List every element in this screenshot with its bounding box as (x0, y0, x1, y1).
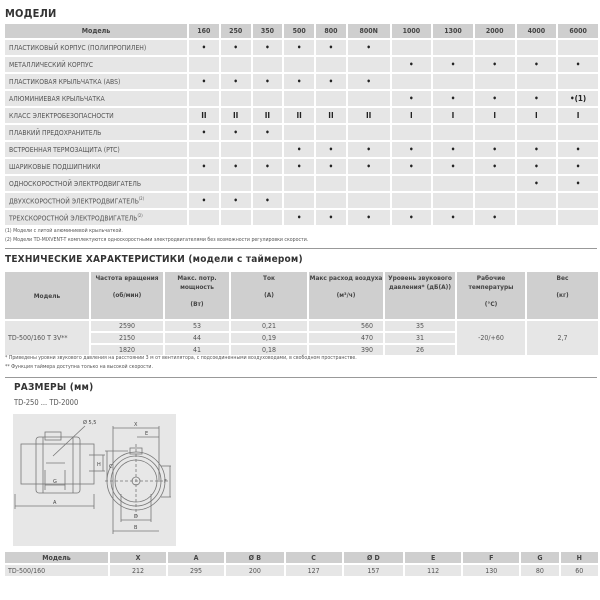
feature-mark (392, 125, 432, 140)
models-column-header: 500 (284, 24, 314, 38)
value-cell: 2150 (91, 333, 163, 343)
feature-mark: I (475, 108, 515, 123)
feature-mark: • (392, 57, 432, 72)
value-cell: 44 (165, 333, 229, 343)
feature-mark: • (189, 74, 219, 89)
dimensions-column-header: X (110, 552, 166, 563)
feature-mark: • (221, 74, 251, 89)
feature-mark: • (284, 40, 314, 55)
row-label (5, 108, 187, 123)
feature-mark (475, 74, 515, 89)
dimensions-column-header: E (405, 552, 461, 563)
dimensions-column-header: H (561, 552, 598, 563)
feature-mark: • (316, 74, 346, 89)
weight-cell: 2,7 (527, 321, 598, 355)
tech-column-header (527, 272, 598, 319)
dimension-value: 112 (405, 565, 461, 576)
feature-mark: • (284, 142, 314, 157)
feature-mark (284, 57, 314, 72)
header-name: Модель (33, 292, 61, 300)
feature-mark: • (253, 193, 283, 208)
tech-column-header (91, 272, 163, 319)
feature-mark (558, 210, 598, 225)
models-header-label: Модель (5, 24, 187, 38)
table-row (5, 210, 598, 225)
feature-mark: • (253, 125, 283, 140)
feature-mark: I (517, 108, 557, 123)
feature-mark (558, 74, 598, 89)
feature-mark: II (221, 108, 251, 123)
label-a: A (53, 500, 57, 506)
value-cell: 31 (385, 333, 455, 343)
feature-mark (316, 176, 346, 191)
feature-mark: • (558, 142, 598, 157)
dimension-value: 200 (226, 565, 284, 576)
feature-mark (348, 193, 390, 208)
feature-mark: • (475, 57, 515, 72)
feature-mark (558, 40, 598, 55)
value-cell: 0,21 (231, 321, 307, 331)
value-cell: 560 (309, 321, 383, 331)
row-label-text: ТРЕХСКОРОСТНОЙ ЭЛЕКТРОДВИГАТЕЛЬ (9, 214, 138, 223)
feature-mark (316, 57, 346, 72)
value-cell: 35 (385, 321, 455, 331)
feature-mark: • (475, 142, 515, 157)
feature-mark (284, 193, 314, 208)
dimensions-column-header: F (463, 552, 519, 563)
dimensions-column-header: Ø B (226, 552, 284, 563)
row-label (5, 159, 187, 174)
feature-mark: • (253, 74, 283, 89)
feature-mark (433, 125, 473, 140)
feature-mark (348, 91, 390, 106)
feature-mark: • (284, 74, 314, 89)
feature-mark: • (517, 91, 557, 106)
feature-mark (189, 91, 219, 106)
feature-mark: I (558, 108, 598, 123)
feature-mark: • (316, 159, 346, 174)
models-column-header: 350 (253, 24, 283, 38)
feature-mark (189, 176, 219, 191)
feature-mark: • (517, 57, 557, 72)
models-column-header: 2000 (475, 24, 515, 38)
feature-mark (475, 125, 515, 140)
feature-mark: • (189, 159, 219, 174)
feature-mark (284, 91, 314, 106)
feature-mark (253, 91, 283, 106)
dimension-value: TD-500/160 (5, 565, 108, 576)
feature-mark (433, 193, 473, 208)
models-title: МОДЕЛИ (5, 7, 57, 20)
table-row (5, 176, 598, 191)
row-label (5, 193, 187, 208)
row-label (5, 91, 187, 106)
feature-mark: • (253, 40, 283, 55)
feature-mark (348, 57, 390, 72)
tech-column-header (309, 272, 383, 319)
feature-mark: • (433, 210, 473, 225)
feature-mark (558, 125, 598, 140)
label-e: E (145, 431, 149, 437)
tech-column-header (385, 272, 455, 319)
label-h: H (97, 462, 101, 468)
label-b: B (134, 525, 138, 531)
feature-mark: • (392, 159, 432, 174)
feature-mark (316, 193, 346, 208)
feature-mark (475, 193, 515, 208)
feature-mark: • (433, 142, 473, 157)
label-x: X (134, 422, 138, 428)
tech-column-header (165, 272, 229, 319)
value-cell: 53 (165, 321, 229, 331)
feature-mark: • (316, 210, 346, 225)
value-cell: 2590 (91, 321, 163, 331)
feature-mark (221, 176, 251, 191)
models-column-header: 4000 (517, 24, 557, 38)
models-table (3, 22, 600, 227)
models-footnote-2: (2) Модели TD-MIXVENT-T комплектуются односкоростными электродвигателями без возможности регулировки скорости. (5, 237, 309, 243)
row-label (5, 40, 187, 55)
table-row (5, 142, 598, 157)
row-label (5, 57, 187, 72)
feature-mark: • (392, 91, 432, 106)
feature-mark (316, 91, 346, 106)
feature-mark: • (475, 159, 515, 174)
feature-mark: • (348, 142, 390, 157)
table-row (5, 193, 598, 208)
tech-column-header (5, 272, 89, 319)
table-row (5, 57, 598, 72)
models-column-header: 1000 (392, 24, 432, 38)
feature-mark: II (284, 108, 314, 123)
feature-mark (253, 57, 283, 72)
dimensions-table (3, 550, 600, 578)
feature-mark (392, 176, 432, 191)
feature-mark (284, 176, 314, 191)
feature-mark: • (284, 210, 314, 225)
row-label (5, 74, 187, 89)
feature-mark (284, 125, 314, 140)
models-column-header: 800N (348, 24, 390, 38)
feature-mark: • (221, 125, 251, 140)
feature-mark (433, 74, 473, 89)
feature-mark (189, 210, 219, 225)
feature-mark (392, 74, 432, 89)
value-cell: 1820 (91, 345, 163, 355)
feature-mark: • (558, 159, 598, 174)
feature-mark: • (392, 142, 432, 157)
models-column-header: 800 (316, 24, 346, 38)
feature-mark: • (517, 142, 557, 157)
feature-mark: • (475, 91, 515, 106)
table-row (5, 91, 598, 106)
tech-table (3, 270, 600, 357)
dimensions-column-header: C (286, 552, 342, 563)
label-hole: Ø 5,5 (83, 420, 97, 426)
row-label-text: ВСТРОЕННАЯ ТЕРМОЗАЩИТА (PTC) (9, 145, 120, 154)
header-name: Макс. потр. мощность (177, 274, 217, 291)
feature-mark (348, 125, 390, 140)
row-label (5, 176, 187, 191)
value-cell: 390 (309, 345, 383, 355)
tech-footnote-1: * Приведены уровни звукового давления на расстоянии 3 м от вентилятора, с подсоединенными воздуховодами, в свободном пространстве. (5, 355, 357, 361)
header-unit: (об/мин) (112, 291, 142, 299)
footnote-ref: (2) (137, 212, 143, 218)
feature-mark: II (253, 108, 283, 123)
row-label-text: МЕТАЛЛИЧЕСКИЙ КОРПУС (9, 60, 94, 69)
feature-mark (221, 57, 251, 72)
value-cell: 0,19 (231, 333, 307, 343)
row-label-text: ШАРИКОВЫЕ ПОДШИПНИКИ (9, 162, 101, 171)
divider (5, 248, 597, 249)
feature-mark: • (348, 74, 390, 89)
feature-mark: • (433, 57, 473, 72)
header-unit: (°C) (484, 300, 498, 308)
row-label-text: ПЛАСТИКОВАЯ КРЫЛЬЧАТКА (ABS) (9, 77, 121, 86)
feature-mark (433, 176, 473, 191)
table-row (5, 108, 598, 123)
dimension-value: 80 (521, 565, 558, 576)
header-name: Рабочие температуры (468, 274, 514, 291)
feature-mark: • (433, 91, 473, 106)
dimensions-header-row (5, 552, 598, 563)
feature-mark: • (558, 57, 598, 72)
feature-mark (253, 176, 283, 191)
header-unit: (кг) (556, 291, 569, 299)
dimension-value: 127 (286, 565, 342, 576)
row-label-text: ПЛАВКИЙ ПРЕДОХРАНИТЕЛЬ (9, 128, 102, 137)
feature-mark (392, 40, 432, 55)
table-row (5, 74, 598, 89)
feature-mark: • (284, 159, 314, 174)
footnote-ref: (2) (138, 195, 145, 201)
header-name: Ток (263, 274, 275, 282)
dimensions-title: РАЗМЕРЫ (мм) (14, 382, 94, 393)
feature-mark (517, 74, 557, 89)
feature-mark (221, 91, 251, 106)
feature-mark (517, 210, 557, 225)
tech-column-header (457, 272, 525, 319)
feature-mark: • (348, 210, 390, 225)
feature-mark: I (392, 108, 432, 123)
dimension-value: 130 (463, 565, 519, 576)
row-label-text: КЛАСС ЭЛЕКТРОБЕЗОПАСНОСТИ (9, 111, 114, 120)
feature-mark (475, 40, 515, 55)
row-label-text: ОДНОСКОРОСТНОЙ ЭЛЕКТРОДВИГАТЕЛЬ (9, 179, 142, 188)
feature-mark: • (221, 40, 251, 55)
row-label-text: АЛЮМИНИЕВАЯ КРЫЛЬЧАТКА (9, 94, 105, 103)
table-row (5, 40, 598, 55)
feature-mark: • (189, 40, 219, 55)
feature-mark (517, 40, 557, 55)
feature-mark: • (316, 40, 346, 55)
models-column-header: 1300 (433, 24, 473, 38)
dimension-value: 212 (110, 565, 166, 576)
dimension-value: 295 (168, 565, 224, 576)
feature-mark: • (253, 159, 283, 174)
value-cell: 470 (309, 333, 383, 343)
label-d: D (134, 514, 138, 520)
models-header-row (5, 24, 598, 38)
tech-column-header (231, 272, 307, 319)
row-label (5, 210, 187, 225)
feature-mark: • (316, 142, 346, 157)
feature-mark: • (189, 193, 219, 208)
feature-mark: • (517, 159, 557, 174)
table-row (5, 159, 598, 174)
label-c: C (109, 464, 113, 470)
table-row (5, 565, 598, 576)
row-label-text: ДВУХСКОРОСТНОЙ ЭЛЕКТРОДВИГАТЕЛЬ (9, 197, 139, 206)
feature-mark (221, 142, 251, 157)
feature-mark: • (348, 40, 390, 55)
label-f: F (164, 479, 167, 485)
tech-footnote-2: ** Функция таймера доступна только на высокой скорости. (5, 364, 153, 370)
feature-mark: • (221, 193, 251, 208)
feature-mark: •(1) (558, 91, 598, 106)
feature-mark: • (475, 210, 515, 225)
feature-mark (517, 193, 557, 208)
feature-mark (558, 193, 598, 208)
tech-header-row (5, 272, 598, 319)
models-footnote-1: (1) Модели с литой алюминиевой крыльчаткой. (5, 228, 123, 234)
feature-mark: • (348, 159, 390, 174)
dimensions-column-header: Ø D (344, 552, 404, 563)
value-cell: 26 (385, 345, 455, 355)
feature-mark (392, 193, 432, 208)
value-cell: 41 (165, 345, 229, 355)
tech-title: ТЕХНИЧЕСКИЕ ХАРАКТЕРИСТИКИ (модели с таймером) (5, 254, 303, 265)
row-label-text: ПЛАСТИКОВЫЙ КОРПУС (ПОЛИПРОПИЛЕН) (9, 43, 147, 52)
feature-mark: II (316, 108, 346, 123)
label-g: G (53, 479, 57, 485)
feature-mark: II (348, 108, 390, 123)
feature-mark (316, 125, 346, 140)
feature-mark (221, 210, 251, 225)
feature-mark: I (433, 108, 473, 123)
dimensions-column-header: Модель (5, 552, 108, 563)
feature-mark: • (558, 176, 598, 191)
models-column-header: 6000 (558, 24, 598, 38)
header-unit: (А) (264, 291, 274, 299)
header-unit: (м³/ч) (336, 291, 356, 299)
dimensions-column-header: A (168, 552, 224, 563)
dimension-value: 157 (344, 565, 404, 576)
feature-mark (253, 142, 283, 157)
header-name: Макс расход воздуха (309, 274, 383, 282)
fan-drawing (13, 414, 176, 546)
model-cell: TD-500/160 T 3V** (5, 321, 89, 355)
header-unit: (Вт) (190, 300, 204, 308)
table-row (5, 321, 598, 331)
feature-mark: • (221, 159, 251, 174)
value-cell: 0,18 (231, 345, 307, 355)
feature-mark (189, 57, 219, 72)
feature-mark: • (433, 159, 473, 174)
divider (5, 377, 597, 378)
feature-mark (348, 176, 390, 191)
row-label (5, 125, 187, 140)
feature-mark: • (517, 176, 557, 191)
temperature-cell: -20/+60 (457, 321, 525, 355)
models-column-header: 250 (221, 24, 251, 38)
header-name: Уровень звукового давления* (дБ(А)) (388, 274, 452, 291)
feature-mark (517, 125, 557, 140)
feature-mark (189, 142, 219, 157)
feature-mark (253, 210, 283, 225)
table-row (5, 125, 598, 140)
feature-mark: • (392, 210, 432, 225)
dimensions-subtitle: TD-250 ... TD-2000 (14, 398, 79, 407)
dimension-value: 60 (561, 565, 598, 576)
feature-mark: • (189, 125, 219, 140)
row-label (5, 142, 187, 157)
models-column-header: 160 (189, 24, 219, 38)
dimensions-column-header: G (521, 552, 558, 563)
dimension-diagram (13, 414, 176, 546)
header-name: Частота вращения (95, 274, 159, 282)
feature-mark (475, 176, 515, 191)
feature-mark: II (189, 108, 219, 123)
header-name: Вес (556, 274, 569, 282)
feature-mark (433, 40, 473, 55)
